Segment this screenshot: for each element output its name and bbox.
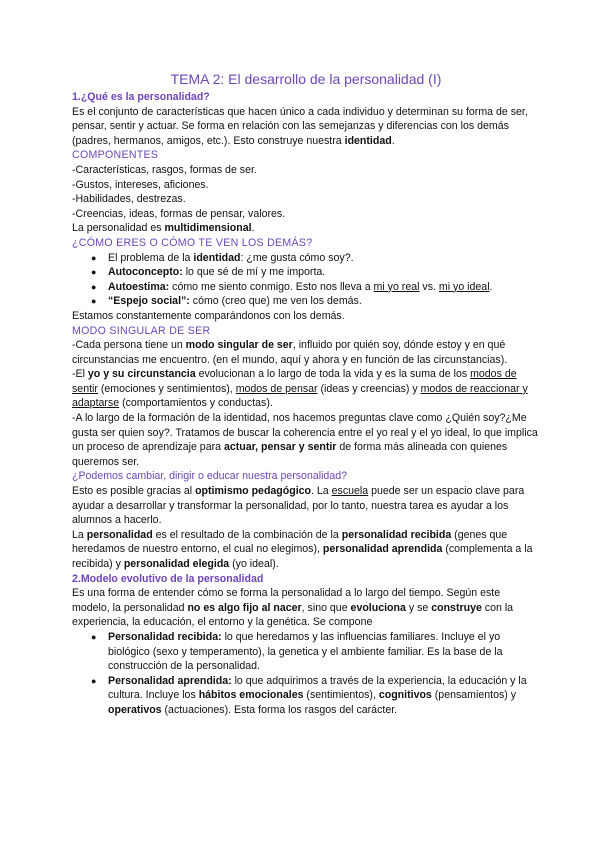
optimismo-paragraph (72, 484, 540, 528)
bold-text: Autoconcepto: (108, 266, 183, 279)
modelo-list (72, 630, 540, 718)
list-item (108, 294, 540, 309)
modo-paragraph-1 (72, 338, 540, 367)
text: (pensamientos) y (431, 689, 517, 702)
text: vs. (419, 280, 439, 293)
bold-text: optimismo pedagógico (195, 485, 312, 498)
text: -El (72, 368, 88, 381)
underlined-text: mi yo real (373, 280, 420, 293)
personalidad-paragraph (72, 528, 540, 572)
bold-text: modo singular de ser (185, 339, 293, 352)
bold-text: construye (431, 601, 482, 614)
text: La personalidad es (72, 222, 165, 235)
component-line: -Gustos, intereses, aficiones. (72, 178, 209, 191)
modo-singular-heading: MODO SINGULAR DE SER (72, 324, 211, 337)
text: . La (311, 485, 332, 498)
text: . (489, 280, 493, 293)
componentes-heading: COMPONENTES (72, 149, 159, 162)
underlined-text: mi yo ideal (438, 280, 490, 293)
text: puede ser un espacio clave para ayudar a desarrollar y transformar la personalidad, por lo tanto, nuestra tarea es ayudar a los alumnos a hacerlo. (72, 485, 525, 527)
text: Esto es posible gracias al (72, 485, 196, 498)
bold-text: personalidad (86, 528, 153, 541)
identity-list (72, 251, 540, 309)
text: , influido por quién soy, dónde estoy y en qué circunstancias me encuentro. (en el mundo, aquí y ahora y en función de las circunstancias). (72, 339, 508, 366)
bold-text: Personalidad recibida: (108, 630, 222, 643)
component-line: -Creencias, ideas, formas de pensar, valores. (72, 207, 286, 220)
underlined-text: modos de reaccionar y adaptarse (72, 382, 528, 410)
text: lo que sé de mí y me importa. (182, 266, 326, 279)
text: y se (405, 601, 432, 614)
bold-text: no es algo fijo al nacer (187, 601, 302, 614)
text: El problema de la (108, 251, 194, 264)
bold-text: personalidad recibida (341, 528, 452, 541)
text: : ¿me gusta cómo soy?. (240, 251, 354, 264)
bold-text: hábitos emocionales (198, 689, 304, 702)
text: es el resultado de la combinación de la (152, 528, 342, 541)
bold-text: identidad (344, 134, 392, 147)
como-eres-heading: ¿CÓMO ERES O CÓMO TE VEN LOS DEMÁS? (72, 236, 313, 249)
bold-text: personalidad elegida (123, 558, 230, 570)
bold-text: identidad (193, 251, 241, 264)
text: (actuaciones). Esta forma los rasgos del carácter. (161, 703, 398, 716)
bold-text: Autoestima: (108, 280, 170, 293)
underlined-text: escuela (331, 485, 369, 498)
text: Es el conjunto de características que hacen único a cada individuo y determinan su forma de ser, pensar, sentir y actuar. Se forma en relación con las semejanzas y diferencias con los demás (padres, hermanos, amigos, etc.). Esto construye nuestra (72, 105, 528, 147)
list-item (108, 280, 540, 295)
list-item (108, 674, 540, 718)
text: lo que heredamos y las influencias familiares. Incluye el yo biológico (sexo y temperamento), la genetica y el ambiente familiar. Es la base de la construcción de la personalidad. (108, 630, 503, 673)
component-line: -Características, rasgos, formas de ser. (72, 163, 257, 176)
component-line: -Habilidades, destrezas. (72, 193, 186, 206)
list-item (108, 265, 540, 280)
text: con la experiencia, la educación, el entorno y la genética. Se compone (72, 601, 514, 629)
bold-text: yo y su circunstancia (87, 368, 196, 381)
section-2-heading: 2.Modelo evolutivo de la personalidad (72, 572, 264, 585)
bold-text: personalidad aprendida (322, 543, 443, 556)
text: (yo ideal). (229, 558, 279, 570)
bold-text: actuar, pensar y sentir (223, 441, 337, 454)
bold-text: cognitivos (378, 689, 432, 702)
text: La (72, 528, 87, 541)
text: (ideas y creencias) y (317, 382, 421, 395)
text: (complementa a la recibida) y (72, 543, 533, 570)
text: cómo (creo que) me ven los demás. (189, 295, 362, 308)
modo-paragraph-3 (72, 411, 540, 469)
bold-text: “Espejo social”: (108, 295, 190, 308)
text: . (251, 222, 255, 235)
underlined-text: modos de sentir (72, 368, 517, 395)
text: (sentimientos), (303, 689, 379, 702)
cambiar-heading: ¿Podemos cambiar, dirigir o educar nuestra personalidad? (72, 470, 347, 483)
bold-text: evoluciona (350, 601, 406, 614)
page-title: TEMA 2: El desarrollo de la personalidad (I) (170, 71, 442, 87)
multidimensional-line (72, 221, 540, 236)
text: lo que adquirimos a través de la experiencia, la educación y la cultura. Incluye los (108, 674, 527, 702)
modelo-paragraph (72, 586, 540, 630)
list-item (108, 251, 540, 266)
text: (comportamientos y conductas). (119, 397, 273, 410)
section-1-heading: 1.¿Qué es la personalidad? (72, 91, 210, 103)
text: de forma más alineada con quienes queremos ser. (72, 441, 508, 468)
estamos-line: Estamos constantemente comparándonos con los demás. (72, 309, 345, 322)
text: evolucionan a lo largo de toda la vida y es la suma de los (195, 368, 471, 381)
definition-paragraph (72, 105, 540, 149)
bold-text: multidimensional (164, 222, 252, 235)
text: -A lo largo de la formación de la identidad, nos hacemos preguntas clave como ¿Quién soy?¿Me gusta ser quien soy?. Tratamos de buscar la coherencia entre el yo real y el yo ideal, lo que implica un proceso de aprendizaje para (72, 412, 538, 454)
modo-paragraph-2 (72, 367, 540, 411)
text: . (391, 134, 395, 147)
text: Es una forma de entender cómo se forma la personalidad a lo largo del tiempo. Según este modelo, la personalidad (72, 587, 501, 614)
text: , sino que (301, 601, 351, 614)
underlined-text: modos de pensar (235, 382, 318, 395)
list-item (108, 630, 540, 674)
text: -Cada persona tiene un (72, 339, 186, 352)
text: cómo me siento conmigo. Esto nos lleva a (169, 280, 374, 293)
text: (emociones y sentimientos), (97, 382, 236, 395)
bold-text: operativos (108, 703, 162, 716)
bold-text: Personalidad aprendida: (108, 674, 232, 687)
text: (genes que heredamos de nuestro entorno, el cual no elegimos), (72, 528, 508, 556)
